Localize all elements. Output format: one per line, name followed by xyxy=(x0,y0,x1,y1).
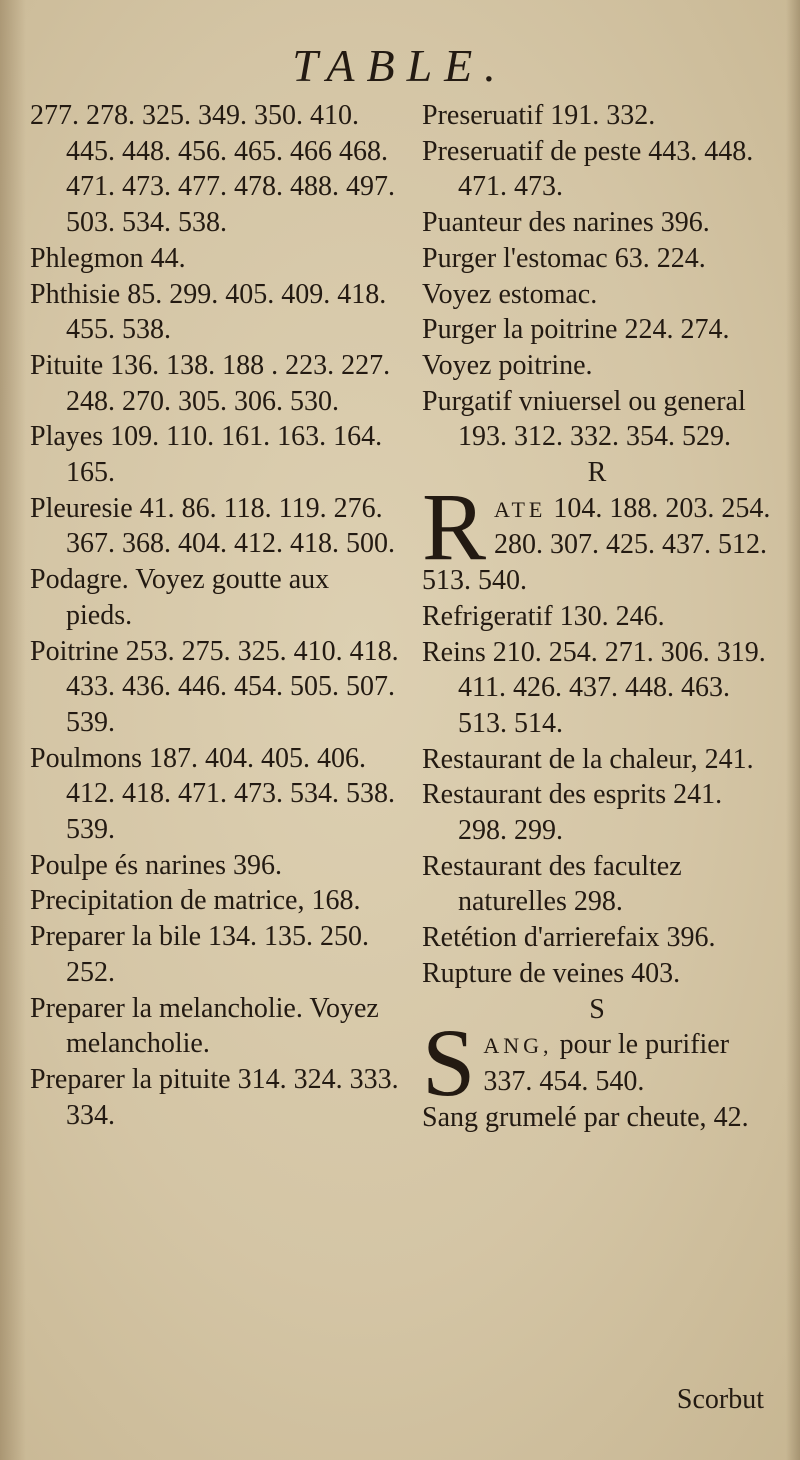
entry-term: Rupture de veines xyxy=(422,957,625,989)
drop-cap-r: R xyxy=(422,472,487,580)
entry-term: Phthisie xyxy=(30,278,121,310)
entry-term: Preparer la pituite xyxy=(30,1063,231,1095)
entry-page-refs: 130. 246. xyxy=(559,600,665,632)
index-entry xyxy=(30,277,400,348)
index-entry xyxy=(422,920,772,956)
entry-page-refs: 193. 312. 332. 354. 529. xyxy=(458,421,731,453)
index-entry xyxy=(30,741,400,848)
entry-page-refs: 396. xyxy=(232,849,282,881)
drop-cap-s: S xyxy=(422,1009,476,1117)
index-entry xyxy=(30,98,400,241)
entry-page-refs: 42. xyxy=(713,1101,749,1133)
section-s-entries xyxy=(422,1100,772,1136)
entry-term: Purger l'estomac xyxy=(422,242,608,274)
entry-page-refs: 443. 448. 471. 473. xyxy=(458,135,754,203)
entry-term: Restaurant de la chaleur, xyxy=(422,743,698,775)
entry-term: Preseruatif xyxy=(422,100,544,131)
index-entry xyxy=(422,312,772,348)
left-column xyxy=(30,98,400,1133)
section-letter-s: S xyxy=(589,993,605,1025)
index-entry xyxy=(422,277,772,313)
entry-term: Reins xyxy=(422,636,486,668)
entry-page-refs: 134. 135. 250. 252. xyxy=(66,921,370,988)
index-entry xyxy=(30,634,400,741)
entry-page-refs: 277. 278. 325. 349. 350. 410. 445. 448. 456. 465. 466 468. 471. 473. 477. 478. 488. 497. 503. 534. 538. xyxy=(30,100,395,239)
index-entry xyxy=(422,348,772,384)
section-r-entries xyxy=(422,599,772,992)
index-entry xyxy=(30,848,400,884)
index-entry xyxy=(422,635,772,742)
drop-refs-sang: 337. 454. 540. xyxy=(483,1065,645,1097)
index-entry xyxy=(30,491,400,562)
entry-page-refs: 41. 86. 118. 119. 276. 367. 368. 404. 412. 418. 500. xyxy=(66,492,395,560)
entry-page-refs: 396. xyxy=(666,922,716,954)
entry-page-refs: 191. 332. xyxy=(550,100,656,131)
index-entry xyxy=(30,419,400,490)
entry-term: Pituite xyxy=(30,349,104,381)
entry-term: Pleuresie xyxy=(30,492,133,524)
index-entry xyxy=(30,1062,400,1133)
index-entry xyxy=(422,742,772,778)
entry-term: Refrigeratif xyxy=(422,600,553,632)
catchword: Scorbut xyxy=(676,1384,764,1415)
entry-term: Voyez poitrine. xyxy=(422,349,593,381)
drop-refs-rate: 104. 188. 203. 254. 280. 307. 425. 437. 512. 513. 540. xyxy=(422,492,771,597)
index-entry xyxy=(30,919,400,990)
entry-page-refs: 241. 298. 299. xyxy=(458,779,723,847)
index-entry xyxy=(422,98,772,134)
entry-term: Playes xyxy=(30,421,104,453)
entry-term: Purger la poitrine xyxy=(422,314,618,346)
entry-term: Sang grumelé par cheute, xyxy=(422,1101,707,1133)
entry-term: Poulpe és narines xyxy=(30,849,226,881)
entry-page-refs: 241. xyxy=(704,743,754,775)
entry-page-refs: 63. 224. xyxy=(614,242,706,274)
entry-page-refs: 109. 110. 161. 163. 164. 165. xyxy=(66,421,383,489)
drop-entry-rate xyxy=(422,472,772,599)
drop-word-sang: ANG, xyxy=(483,1033,553,1059)
index-entry xyxy=(422,134,772,205)
entry-term: Puanteur des narines xyxy=(422,207,654,239)
index-entry xyxy=(422,241,772,277)
entry-term: Restaurant des esprits xyxy=(422,779,667,811)
entry-term: Preparer la bile xyxy=(30,921,202,953)
entry-term: Poulmons xyxy=(30,742,143,774)
section-letter-r: R xyxy=(587,457,607,489)
entry-page-refs: 187. 404. 405. 406. 412. 418. 471. 473. 534. 538. 539. xyxy=(66,742,395,846)
entry-page-refs: 314. 324. 333. 334. xyxy=(66,1063,399,1131)
index-entry xyxy=(422,599,772,635)
index-entry xyxy=(422,384,772,455)
right-entries xyxy=(422,98,772,455)
drop-word-rate: ATE xyxy=(494,496,547,522)
index-entry xyxy=(422,205,772,241)
entry-page-refs: 168. xyxy=(311,885,361,917)
right-column xyxy=(422,98,772,1135)
index-entry xyxy=(422,956,772,992)
index-entry xyxy=(30,883,400,919)
entry-term: Preseruatif de peste xyxy=(422,135,642,167)
entry-term: Preparer la melancholie. Voyez melancholie. xyxy=(30,992,379,1060)
entry-term: Retétion d'arrierefaix xyxy=(422,922,660,954)
entry-term: Precipitation de matrice, xyxy=(30,885,305,917)
index-entry xyxy=(422,849,772,920)
index-entry xyxy=(422,1100,772,1136)
entry-page-refs: 44. xyxy=(150,242,186,274)
entry-page-refs: 85. 299. 405. 409. 418. 455. 538. xyxy=(66,278,387,346)
entry-page-refs: 224. 274. xyxy=(624,314,730,346)
entry-page-refs: 136. 138. 188 . 223. 227. 248. 270. 305. 306. 530. xyxy=(66,349,391,417)
page-title: TABLE. xyxy=(292,40,508,91)
entry-term: Voyez estomac. xyxy=(422,278,598,310)
index-entry xyxy=(30,348,400,419)
index-entry xyxy=(30,991,400,1062)
index-entry xyxy=(30,241,400,277)
entry-page-refs: 298. xyxy=(573,886,623,918)
entry-term: Phlegmon xyxy=(30,242,144,274)
drop-text-sang: pour le purifier xyxy=(559,1029,730,1061)
entry-term: Restaurant des facultez naturelles xyxy=(422,850,682,918)
entry-term: Purgatif vniuersel ou general xyxy=(422,385,746,417)
entry-page-refs: 403. xyxy=(631,957,681,989)
entry-page-refs: 396. xyxy=(660,207,710,239)
index-entry xyxy=(30,562,400,633)
entry-page-refs: 253. 275. 325. 410. 418. 433. 436. 446. 454. 505. 507. 539. xyxy=(66,635,399,738)
entry-term: Podagre. Voyez goutte aux pieds. xyxy=(30,564,330,631)
index-entry xyxy=(422,777,772,848)
entry-page-refs: 210. 254. 271. 306. 319. 411. 426. 437. 448. 463. 513. 514. xyxy=(458,636,766,739)
entry-term: Poitrine xyxy=(30,635,119,667)
